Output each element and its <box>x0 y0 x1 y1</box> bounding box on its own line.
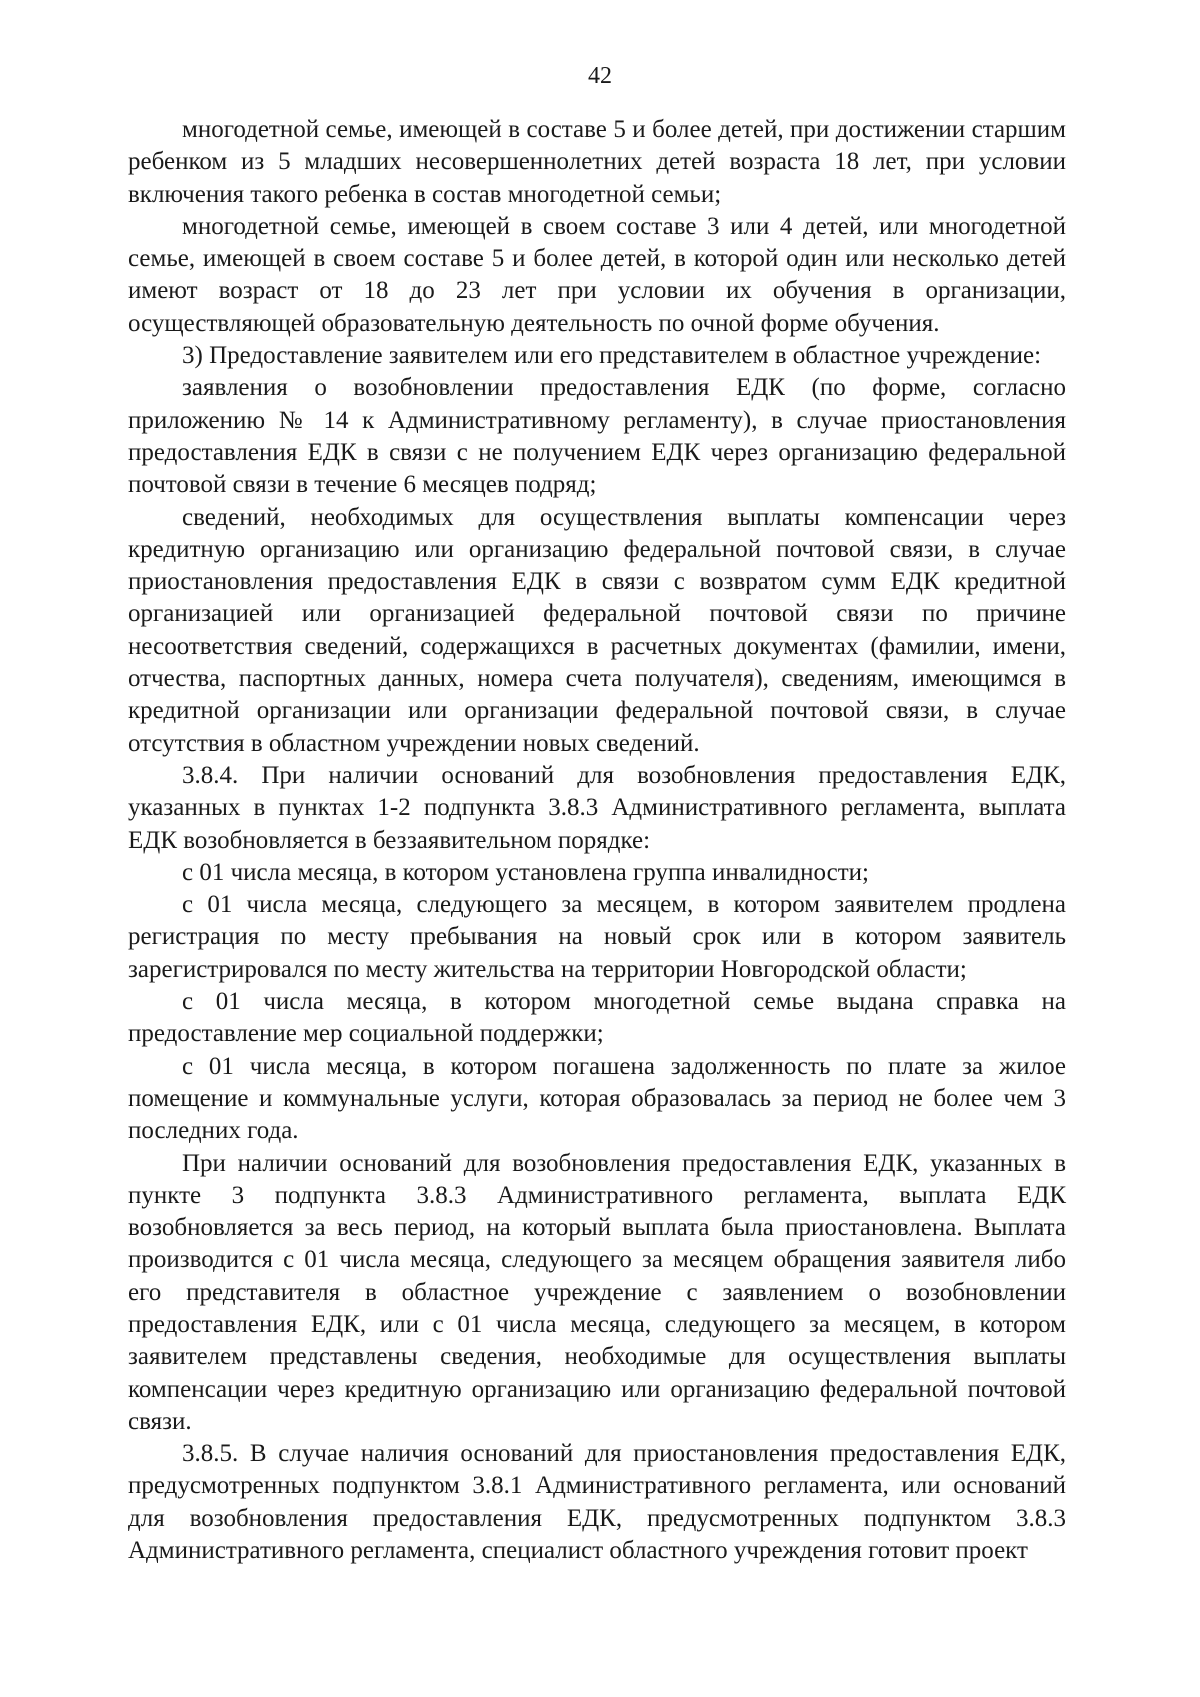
paragraph-item-3-submission: 3) Предоставление заявителем или его представителем в областное учреждение: <box>182 342 1042 370</box>
paragraph-disability-group: с 01 числа месяца, в котором установлена группа инвалидности; <box>182 858 869 886</box>
paragraph-large-family-certificate: с 01 числа месяца, в котором многодетной семье выдана справка на предоставление мер социальной поддержки; <box>128 988 1066 1048</box>
paragraph-payment-details: сведений, необходимых для осуществления выплаты компенсации через кредитную организацию или организацию федеральной почтовой связи, в случае приостановления предоставления ЕДК в связи с возвратом сумм ЕДК кредитной организацией или организацией федеральной почтовой связи по причине несоответствия сведений, содержащихся в расчетных документах (фамилии, имени, отчества, паспортных данных, номера счета получателя), сведениям, имеющимся в кредитной организации или организации федеральной почтовой связи, в случае отсутствия в областном учреждении новых сведений. <box>128 503 1066 757</box>
paragraph-debt-repaid: с 01 числа месяца, в котором погашена задолженность по плате за жилое помещение и коммунальные услуги, которая образовалась за период не более чем 3 последних года. <box>128 1052 1066 1145</box>
page-number: 42 <box>588 63 612 89</box>
paragraph-resumption-full-period: При наличии оснований для возобновления предоставления ЕДК, указанных в пункте 3 подпункта 3.8.3 Административного регламента, выплата ЕДК возобновляется за весь период, на который выплата была приостановлена. Выплата производится с 01 числа месяца, следующего за месяцем обращения заявителя либо его представителя в областное учреждение с заявлением о возобновлении предоставления ЕДК, или с 01 числа месяца, следующего за месяцем, в котором заявителем представлены сведения, необходимые для осуществления выплаты компенсации через кредитную организацию или организацию федеральной почтовой связи. <box>128 1149 1066 1435</box>
paragraph-section-3-8-4: 3.8.4. При наличии оснований для возобновления предоставления ЕДК, указанных в пунктах 1-2 подпункта 3.8.3 Административного регламента, выплата ЕДК возобновляется в беззаявительном порядке: <box>128 761 1066 854</box>
paragraph-resumption-application: заявления о возобновлении предоставления ЕДК (по форме, согласно приложению № 14 к Административному регламенту), в случае приостановления предоставления ЕДК в связи с не получением ЕДК через организацию федеральной почтовой связи в течение 6 месяцев подряд; <box>128 374 1066 499</box>
paragraph-section-3-8-5: 3.8.5. В случае наличия оснований для приостановления предоставления ЕДК, предусмотренных подпунктом 3.8.1 Административного регламента, или оснований для возобновления предоставления ЕДК, предусмотренных подпунктом 3.8.3 Административного регламента, специалист областного учреждения готовит проект <box>128 1440 1066 1565</box>
document-body <box>128 114 1066 1567</box>
paragraph-large-family-five-children: многодетной семье, имеющей в составе 5 и более детей, при достижении старшим ребенком из 5 младших несовершеннолетних детей возраста 18 лет, при условии включения такого ребенка в состав многодетной семьи; <box>128 116 1066 208</box>
paragraph-registration-extended: с 01 числа месяца, следующего за месяцем, в котором заявителем продлена регистрация по месту пребывания на новый срок или в котором заявитель зарегистрировался по месту жительства на территории Новгородской области; <box>128 891 1066 983</box>
paragraph-large-family-students: многодетной семье, имеющей в своем составе 3 или 4 детей, или многодетной семье, имеющей в своем составе 5 и более детей, в которой один или несколько детей имеют возраст от 18 до 23 лет при условии их обучения в организации, осуществляющей образовательную деятельность по очной форме обучения. <box>128 212 1066 337</box>
